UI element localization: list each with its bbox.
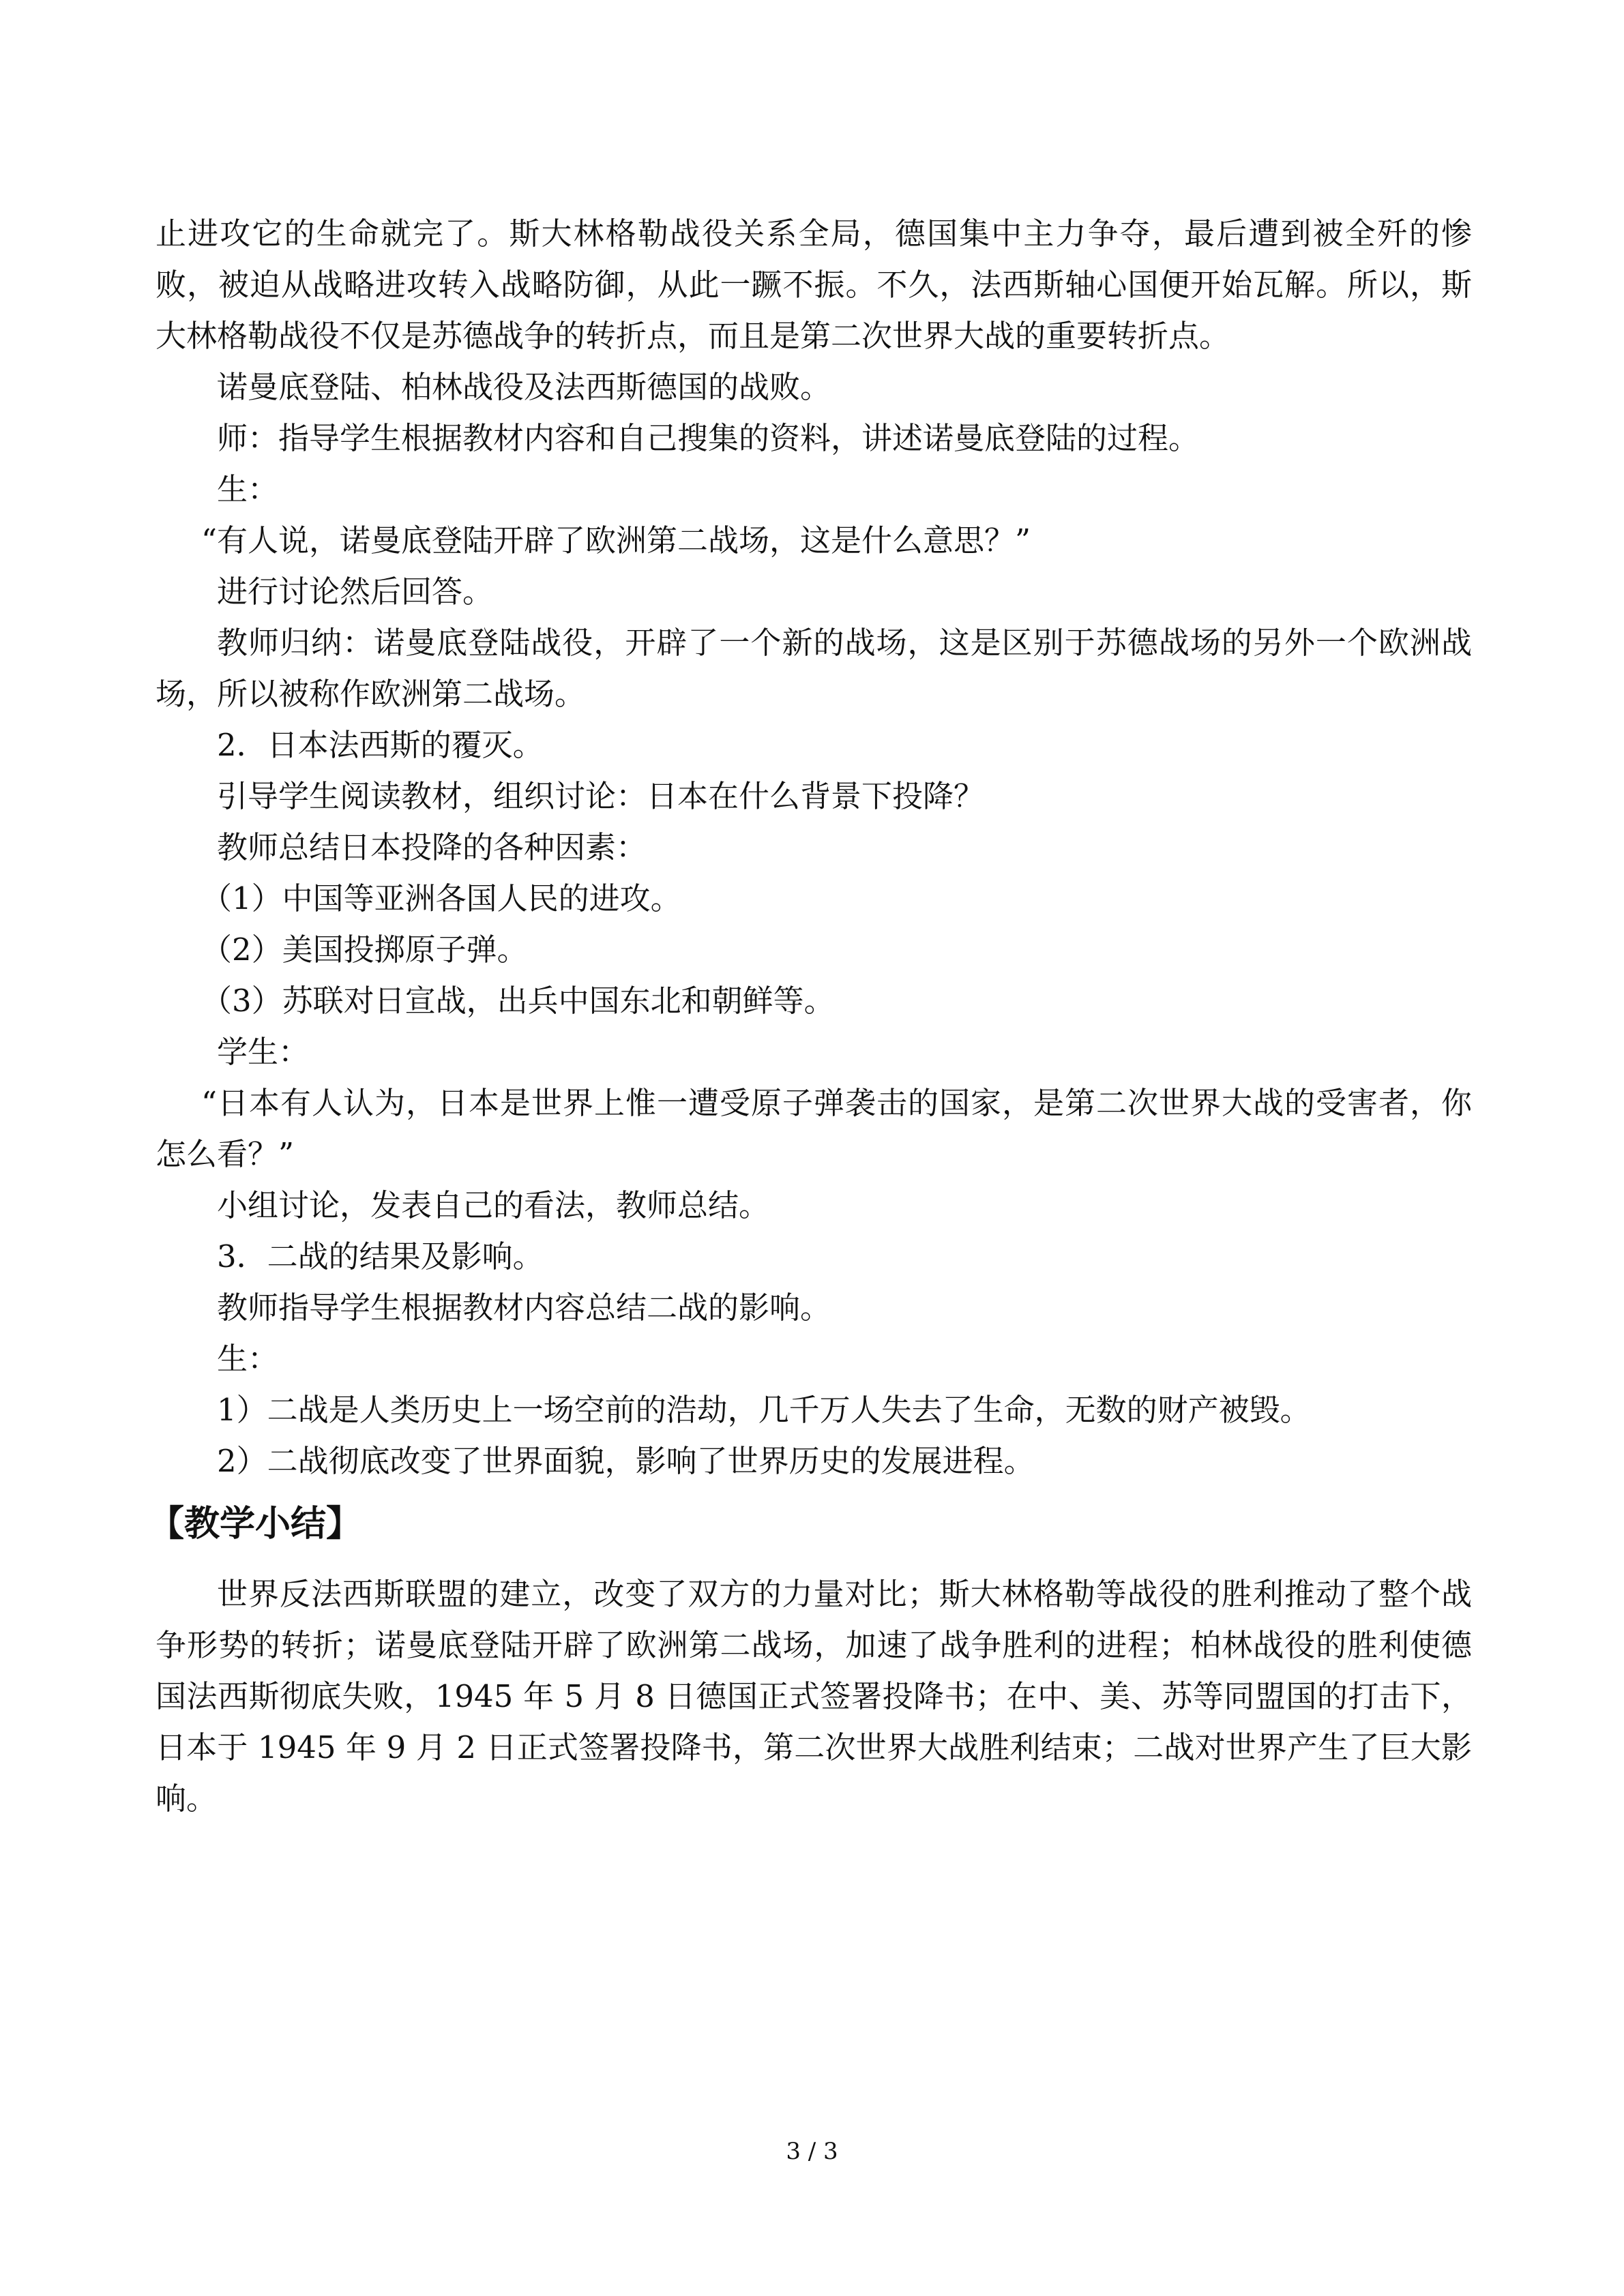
page-number: 3 / 3 (786, 2138, 838, 2165)
line-factor-2: （2）美国投掷原子弹。 (201, 931, 528, 968)
line-student-label-3: 生： (217, 1341, 279, 1377)
paragraph-summary: 世界反法西斯联盟的建立，改变了双方的力量对比；斯大林格勒等战役的胜利推动了整个战争形势的转折；诺曼底登陆开辟了欧洲第二战场，加速了战争胜利的进程；柏林战役的胜利使德国法西斯彻底失败，1945 年 5 月 8 日德国正式签署投降书；在中、美、苏等同盟国的打击下，日本于 1945 年 9 月 2 日正式签署投降书，第二次世界大战胜利结束；二战对世界产生了巨大影响。 (156, 1576, 1472, 1817)
line-teacher-impact: 教师指导学生根据教材内容总结二战的影响。 (217, 1289, 831, 1326)
line-discussion: 进行讨论然后回答。 (217, 573, 494, 610)
line-guide-reading: 引导学生阅读教材，组织讨论：日本在什么背景下投降？ (217, 778, 985, 814)
paragraph-stalingrad: 止进攻它的生命就完了。斯大林格勒战役关系全局，德国集中主力争夺，最后遭到被全歼的惨败，被迫从战略进攻转入战略防御，从此一蹶不振。不久，法西斯轴心国便开始瓦解。所以，斯大林格勒战役不仅是苏德战争的转折点，而且是第二次世界大战的重要转折点。 (156, 215, 1472, 354)
line-impact-1: 1）二战是人类历史上一场空前的浩劫，几千万人失去了生命，无数的财产被毁。 (217, 1392, 1311, 1428)
line-question-normandy: “有人说，诺曼底登陆开辟了欧洲第二战场，这是什么意思？” (201, 522, 1031, 558)
line-teacher-factors: 教师总结日本投降的各种因素： (217, 829, 647, 865)
line-group-discussion: 小组讨论，发表自己的看法，教师总结。 (217, 1187, 770, 1223)
line-section-results: 3．二战的结果及影响。 (217, 1238, 544, 1274)
section-heading-summary: 【教学小结】 (149, 1504, 362, 1545)
line-teacher-guide: 师：指导学生根据教材内容和自己搜集的资料，讲述诺曼底登陆的过程。 (217, 420, 1200, 456)
document-body (149, 208, 1472, 1824)
line-student-label: 生： (217, 471, 279, 507)
line-factor-3: （3）苏联对日宣战，出兵中国东北和朝鲜等。 (201, 983, 835, 1019)
line-impact-2: 2）二战彻底改变了世界面貌，影响了世界历史的发展进程。 (217, 1443, 1035, 1479)
line-normandy-topic: 诺曼底登陆、柏林战役及法西斯德国的战败。 (217, 369, 831, 405)
line-student-label-2: 学生： (217, 1034, 310, 1070)
paragraph-question-japan: “日本有人认为，日本是世界上惟一遭受原子弹袭击的国家，是第二次世界大战的受害者，你怎么看？” (156, 1085, 1472, 1172)
line-factor-1: （1）中国等亚洲各国人民的进攻。 (201, 880, 681, 916)
paragraph-teacher-summary: 教师归纳：诺曼底登陆战役，开辟了一个新的战场，这是区别于苏德战场的另外一个欧洲战场，所以被称作欧洲第二战场。 (156, 625, 1472, 712)
line-section-japan: 2．日本法西斯的覆灭。 (217, 727, 544, 763)
